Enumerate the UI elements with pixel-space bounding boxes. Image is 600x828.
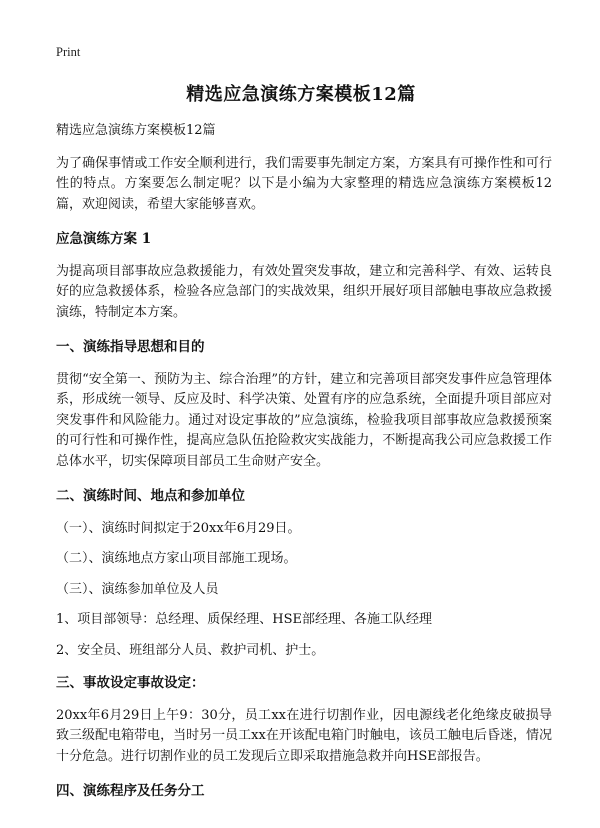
intro-paragraph: 为了确保事情或工作安全顺利进行，我们需要事先制定方案，方案具有可操作性和可行性的特点。方案要怎么制定呢？以下是小编为大家整理的精选应急演练方案模板12篇，欢迎阅读，希望大家能够喜欢。 bbox=[56, 155, 552, 212]
print-link[interactable]: Print bbox=[56, 45, 81, 59]
document-title: 精选应急演练方案模板12篇 bbox=[186, 84, 416, 105]
scenario-heading: 三、事故设定事故设定： bbox=[56, 675, 205, 691]
time-heading: 二、演练时间、地点和参加单位 bbox=[56, 488, 245, 504]
section1-heading: 应急演练方案 1 bbox=[56, 231, 152, 247]
participants-item-1: 1、项目部领导：总经理、质保经理、HSE部经理、各施工队经理 bbox=[56, 612, 433, 627]
procedure-heading: 四、演练程序及任务分工 bbox=[56, 783, 205, 799]
participants-item-2: 2、安全员、班组部分人员、救护司机、护士。 bbox=[56, 642, 325, 658]
guiding-paragraph: 贯彻“安全第一、预防为主、综合治理”的方针，建立和完善项目部突发事件应急管理体系，形成统一领导、反应及时、科学决策、处置有序的应急系统，全面提升项目部应对突发事件和风险能力。通过对设定事故的”应急演练，检验我项目部事故应急救援预案的可行性和可操作性，提高应急队伍抢险救灾实战能力，不断提高我公司应急救援工作总体水平，切实保障项目部员工生命财产安全。 bbox=[56, 371, 552, 469]
section1-paragraph: 为提高项目部事故应急救援能力，有效处置突发事故，建立和完善科学、有效、运转良好的应急救援体系，检验各应急部门的实战效果，组织开展好项目部触电事故应急救援演练，特制定本方案。 bbox=[56, 263, 552, 320]
guiding-heading: 一、演练指导思想和目的 bbox=[56, 339, 205, 355]
scenario-paragraph: 20xx年6月29日上午9：30分，员工xx在进行切割作业，因电源线老化绝缘皮破损导致三级配电箱带电，当时另一员工xx在开该配电箱门时触电，该员工触电后昏迷，情况十分危急。进行切割作业的员工发现后立即采取措施急救并向HSE部报告。 bbox=[56, 707, 552, 764]
time-item-1: （一）、演练时间拟定于20xx年6月29日。 bbox=[56, 520, 301, 536]
time-item-3: （三）、演练参加单位及人员 bbox=[56, 581, 219, 597]
time-item-2: （二）、演练地点方家山项目部施工现场。 bbox=[56, 551, 297, 566]
document-body bbox=[56, 121, 552, 802]
document-subtitle: 精选应急演练方案模板12篇 bbox=[56, 123, 216, 138]
